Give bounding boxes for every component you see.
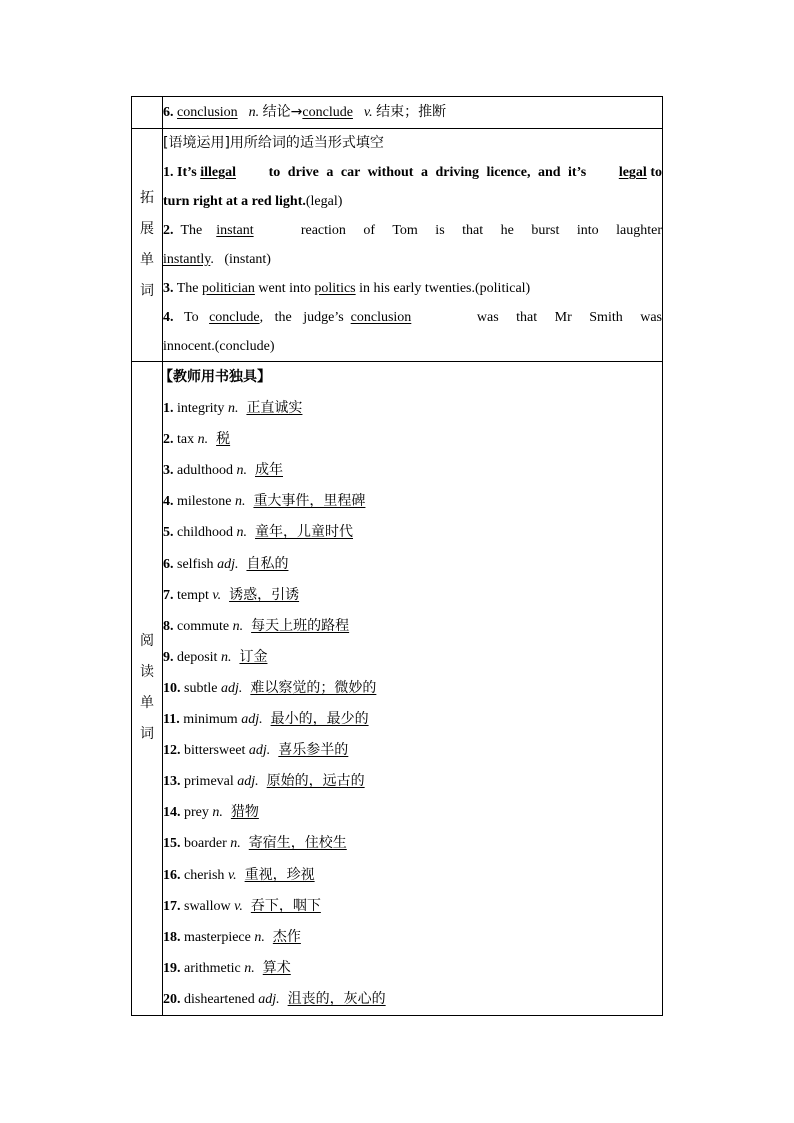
item-number: 10. [163,680,181,696]
item-number: 19. [163,960,181,976]
part-of-speech: n. [227,401,239,417]
section-label-extended [132,129,163,362]
vocabulary-word: commute [177,618,230,634]
reading-word-item [163,828,662,859]
sentence-2-cont [163,245,662,274]
part-of-speech: n. [236,525,247,541]
vocabulary-word: disheartened [184,991,255,1007]
item-number: 7. [163,587,174,603]
item-number: 18. [163,929,181,945]
meaning-answer: 正直诚实 [246,400,303,417]
meaning-answer: 猎物 [230,804,259,821]
item-number: 13. [163,774,181,790]
meaning-answer: 重大事件，里程碑 [253,493,366,510]
meaning-answer: 重视，珍视 [244,866,315,883]
item-number: 3. [163,463,174,479]
continuation-row [132,97,663,129]
meaning-answer: 吞下，咽下 [250,897,321,914]
reading-word-item [163,611,662,642]
part-of-speech: n. [220,649,232,665]
vocabulary-word: bittersweet [184,743,246,759]
part-of-speech: adj. [258,991,280,1007]
vocabulary-word: deposit [177,649,218,665]
label-char: 拓 [140,190,154,206]
meaning-answer: 喜乐参半的 [278,742,349,759]
sentence-4 [163,303,662,332]
reading-word-item [163,486,662,517]
sentence-3 [163,274,662,303]
vocabulary-word: selfish [177,556,214,572]
item-number: 9. [163,649,174,665]
vocabulary-word: subtle [184,680,218,696]
item-number: 15. [163,836,181,852]
answer-blank: illegal [200,165,236,180]
item-number: 4. [163,310,174,325]
sentence-text: went into [258,281,311,296]
vocabulary-word: minimum [183,712,238,728]
vocabulary-word: boarder [184,836,227,852]
label-char: 阅 [140,633,154,650]
reading-word-item [163,455,662,486]
continuation-cell [163,97,663,129]
sentence-text: . [210,252,214,267]
sentence-text: to [650,165,662,180]
meaning-answer: 寄宿生，住校生 [248,835,347,852]
part-of-speech: n. [244,960,255,976]
item-number: 3. [163,281,174,296]
vocabulary-word: tempt [177,587,209,603]
meaning-answer: 最小的，最少的 [270,711,369,728]
part-of-speech: n. [254,929,265,945]
part-of-speech: n. [234,494,246,510]
item-number: 20. [163,991,181,1007]
label-char: 单 [140,695,154,712]
vocabulary-word: milestone [177,494,232,510]
meaning-answer: 自私的 [246,555,289,572]
item-number: 16. [163,867,181,883]
vocabulary-word: cherish [184,867,225,883]
part-of-speech: adj. [237,774,259,790]
hint: (legal) [305,194,343,209]
reading-word-item [163,735,662,766]
reading-word-item [163,984,662,1015]
reading-word-item [163,393,662,424]
part-of-speech: n. [212,805,223,821]
sentence-1 [163,158,662,187]
part-of-speech: n. [230,836,241,852]
sentence-text: reaction of Tom is that he burst into laughter [300,223,662,238]
item-number: 2. [163,223,174,238]
item-number: 1. [163,165,174,180]
reading-word-item [163,922,662,953]
reading-word-item [163,642,662,673]
part-of-speech: v. [227,867,237,883]
sentence-text: The [176,281,199,296]
answer-blank: instantly [163,252,211,267]
section-label-reading [132,362,163,1016]
sentence-text: was that Mr Smith was [476,310,662,325]
part-of-speech: n. [232,618,244,634]
extended-words-row [132,129,663,362]
part-of-speech: n. [236,463,247,479]
vocabulary-word: tax [177,432,195,448]
reading-word-item [163,766,662,797]
vocabulary-word: adulthood [177,463,233,479]
sentence-text: , the judge’s [259,310,344,325]
reading-word-item [163,860,662,891]
sentence-text: The [180,223,203,238]
vocabulary-word: primeval [184,774,234,790]
part-of-speech: adj. [220,680,243,696]
teacher-edition-heading: 【教师用书独具】 [159,369,271,385]
gloss: 结论 [262,104,291,120]
label-char: 单 [140,252,154,268]
reading-word-item [163,704,662,735]
answer-blank: conclusion [177,105,238,120]
answer-blank: politics [314,281,356,296]
sentence-2 [163,216,662,245]
meaning-answer: 每天上班的路程 [251,617,350,634]
part-of-speech: v. [234,898,243,914]
label-char: 展 [140,221,154,237]
item-number: 2. [163,432,174,448]
vocabulary-word: prey [184,805,209,821]
meaning-answer: 沮丧的，灰心的 [287,990,386,1007]
item-number: 5. [163,525,174,541]
vocabulary-table-container [131,96,663,1016]
extended-words-cell [163,129,663,362]
meaning-answer: 童年，儿童时代 [255,524,353,541]
item-number: 11. [163,712,180,728]
sentence-text: in his early twenties.(political) [359,281,531,296]
item-number: 14. [163,805,181,821]
label-char: 读 [140,664,154,681]
answer-blank: politician [202,281,255,296]
section-heading: [语境运用]用所给词的适当形式填空 [163,135,384,151]
gloss: 结束；推断 [376,104,447,120]
meaning-answer: 税 [216,431,231,448]
part-of-speech: n. [197,432,209,448]
item-number: 6. [163,556,174,572]
empty-side-cell [132,97,163,129]
sentence-text: To [184,310,199,325]
reading-words-cell [159,362,663,1016]
meaning-answer: 难以察觉的；微妙的 [250,679,377,696]
meaning-answer: 成年 [255,462,283,479]
part-of-speech: adj. [241,712,263,728]
part-of-speech: adj. [248,743,271,759]
vocabulary-word: swallow [184,898,231,914]
sentence-text: It’s [177,165,197,180]
sentence-1-cont [163,187,662,216]
reading-word-item [163,549,662,580]
item-number: 1. [163,401,174,417]
vocabulary-word: masterpiece [184,929,251,945]
reading-word-item [163,797,662,828]
reading-words-row [132,362,663,1016]
meaning-answer: 诱惑，引诱 [229,586,300,603]
sentence-text: turn right at a red light. [163,194,306,209]
item-number: 4. [163,494,174,510]
sentence-text: innocent.(conclude) [163,339,275,354]
label-char: 词 [140,726,154,743]
meaning-answer: 原始的，远古的 [266,773,365,790]
answer-blank: conclusion [350,310,412,325]
item-number: 17. [163,898,181,914]
meaning-answer: 算术 [262,959,291,976]
vocabulary-word: arithmetic [184,960,241,976]
item-number: 6. [163,105,174,120]
answer-blank: legal [618,165,647,180]
reading-word-item [163,891,662,922]
label-char: 词 [140,283,154,299]
vocabulary-word: integrity [177,401,225,417]
reading-word-item [163,673,662,704]
vocabulary-word: childhood [177,525,233,541]
reading-word-item [163,424,662,455]
arrow: → [290,104,303,120]
sentence-text: to drive a car without a driving licence, and it’s [268,165,587,180]
item-number: 8. [163,618,174,634]
part-of-speech: v. [212,587,222,603]
item-number: 12. [163,743,181,759]
reading-word-item [163,953,662,984]
meaning-answer: 订金 [239,648,268,665]
part-of-speech: v. [363,105,373,120]
vocabulary-table [131,96,663,1016]
word-family-item [163,97,662,128]
reading-word-list [163,393,662,1015]
part-of-speech: adj. [217,556,239,572]
reading-word-item [163,580,662,611]
answer-blank: conclude [302,105,353,120]
meaning-answer: 杰作 [272,928,301,945]
sentence-4-cont [163,332,662,361]
part-of-speech: n. [248,105,260,120]
reading-word-item [163,517,662,548]
answer-blank: instant [216,223,254,238]
hint: (instant) [224,252,271,267]
answer-blank: conclude [209,310,260,325]
